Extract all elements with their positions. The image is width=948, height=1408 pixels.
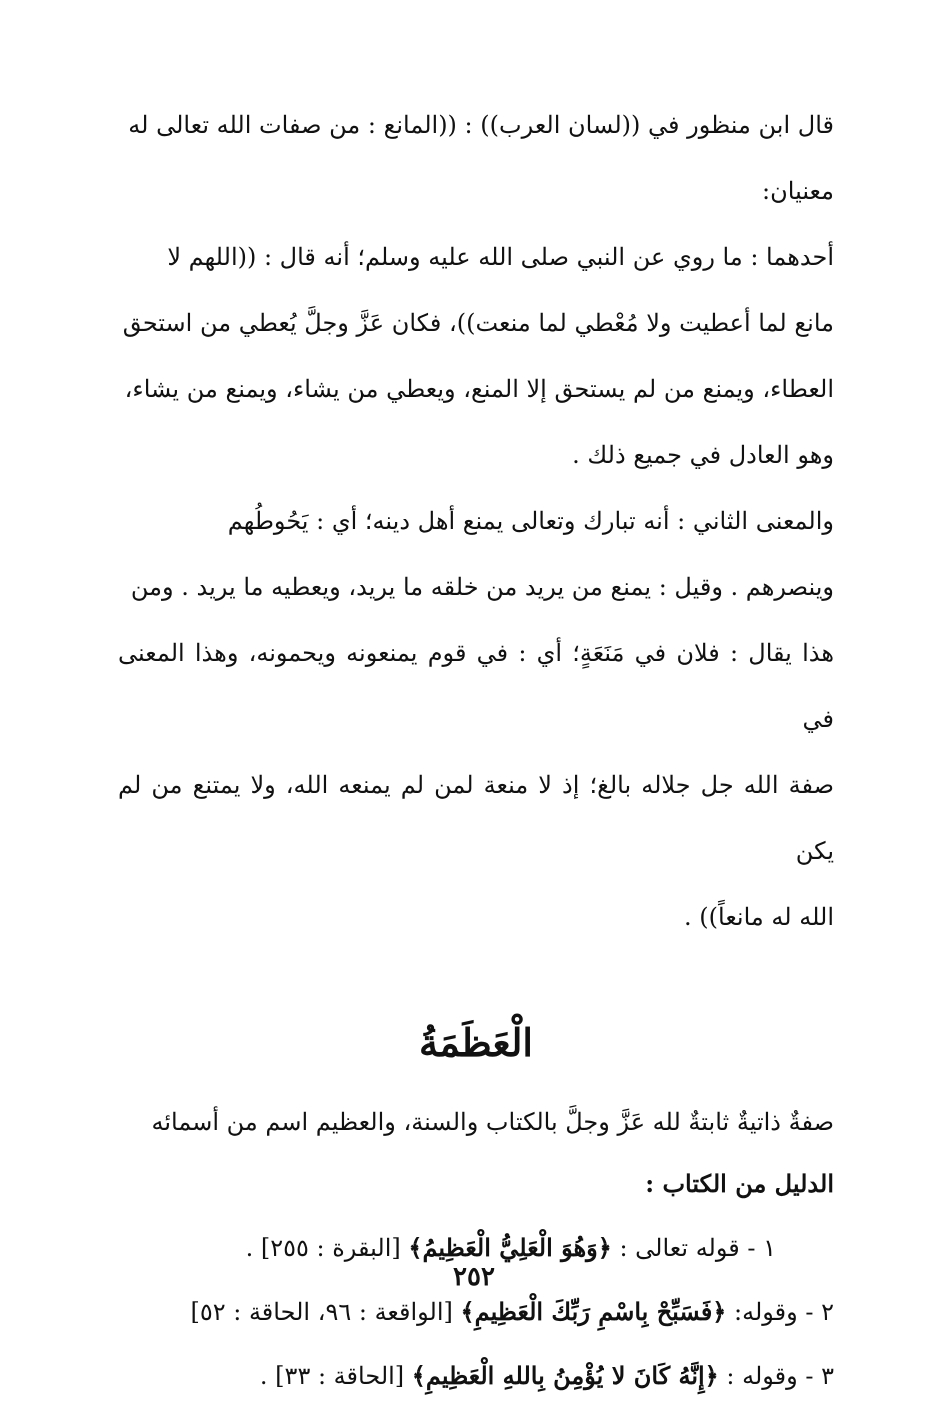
text-line: وهو العادل في جميع ذلك . [572,441,834,469]
text-line: أحدهما : ما روي عن النبي صلى الله عليه وسلم؛ أنه قال : ((اللهم لا [167,243,834,271]
section-intro: صفةٌ ذاتيةٌ ثابتةٌ لله عَزَّ وجلَّ بالكتاب والسنة، والعظيم اسم من أسمائه [151,1108,834,1136]
text-line: معنيان: [762,177,834,205]
paragraph-3 [118,488,834,950]
evidence-item [118,1344,834,1408]
text-line: والمعنى الثاني : أنه تبارك وتعالى يمنع أهل دينه؛ أي : يَحُوطُهم [227,507,834,535]
text-line: مانع لما أعطيت ولا مُعْطي لما منعت))، فكان عَزَّ وجلَّ يُعطي من استحق [122,309,834,337]
text-line: هذا يقال : فلان في مَنَعَةٍ؛ أي : في قوم يمنعونه ويحمونه، وهذا المعنى في [118,639,834,733]
paragraph-1 [118,92,834,224]
text-line: وينصرهم . وقيل : يمنع من يريد من خلقه ما يريد، ويعطيه ما يريد . ومن [130,573,834,601]
evidence-prefix: ١ - قوله تعالى : [611,1234,776,1262]
text-line: العطاء، ويمنع من لم يستحق إلا المنع، ويعطي من يشاء، ويمنع من يشاء، [124,375,834,403]
quran-verse: ﴿إِنَّهُ كَانَ لا يُؤْمِنُ بِاللهِ الْعَظِيمِ﴾ [411,1361,719,1390]
text-line: صفة الله جل جلاله بالغ؛ إذ لا منعة لمن لم يمنعه الله، ولا يمتنع من لم يكن [118,771,834,865]
text-line: قال ابن منظور في ((لسان العرب)) : ((المانع : من صفات الله تعالى له [128,111,834,139]
page-number: ٢٥٢ [453,1262,495,1292]
quran-verse: ﴿فَسَبِّحْ بِاسْمِ رَبِّكَ الْعَظِيمِ﴾ [460,1297,727,1326]
evidence-prefix: ٢ - وقوله: [726,1298,834,1326]
page-body [118,92,834,1408]
verse-reference: [الواقعة : ٩٦، الحاقة : ٥٢] [190,1298,461,1326]
verse-reference: [البقرة : ٢٥٥] . [245,1234,409,1262]
paragraph-2 [118,224,834,488]
evidence-heading: الدليل من الكتاب : [645,1169,834,1198]
verse-reference: [الحاقة : ٣٣] . [259,1362,412,1390]
quran-verse: ﴿وَهُوَ الْعَلِيُّ الْعَظِيمُ﴾ [408,1233,612,1262]
evidence-list [118,1216,834,1408]
text-line: الله له مانعاً)) . [684,903,834,931]
section-title: الْعَظَمَةُ [419,1020,533,1065]
evidence-prefix: ٣ - وقوله : [718,1362,834,1390]
